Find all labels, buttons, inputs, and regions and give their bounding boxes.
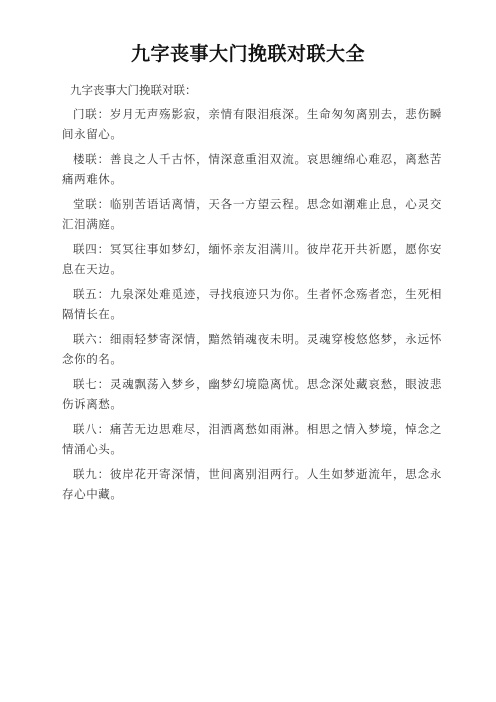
couplet-paragraph-6: 联六：细雨轻梦寄深情，黯然销魂夜未明。灵魂穿梭悠悠梦，永远怀念你的名。 xyxy=(62,332,442,366)
couplet-paragraph-5: 联五：九泉深处难觅迹，寻找痕迹只为你。生者怀念殇者恋，生死相隔情长在。 xyxy=(62,287,442,321)
couplet-paragraph-7: 联七：灵魂飘荡入梦乡，幽梦幻境隐离忧。思念深处藏哀愁，眼波悲伤诉离愁。 xyxy=(62,377,442,411)
couplet-paragraph-3: 堂联：临别苦语话离情，天各一方望云程。思念如潮难止息，心灵交汇泪满庭。 xyxy=(62,197,442,231)
document-body xyxy=(62,80,442,509)
couplet-paragraph-1: 门联：岁月无声殇影寂，亲情有限泪痕深。生命匆匆离别去，悲伤瞬间永留心。 xyxy=(62,107,442,141)
couplet-paragraph-4: 联四：冥冥往事如梦幻，缅怀亲友泪满川。彼岸花开共祈愿，愿你安息在天边。 xyxy=(62,242,442,276)
couplet-paragraph-2: 楼联：善良之人千古怀，情深意重泪双流。哀思缠绵心难忍，离愁苦痛两难休。 xyxy=(62,152,442,186)
intro-line: 九字丧事大门挽联对联： xyxy=(70,83,197,97)
document-title: 九字丧事大门挽联对联大全 xyxy=(130,43,365,65)
couplet-paragraph-8: 联八：痛苦无边思难尽，泪洒离愁如雨淋。相思之情入梦境，悼念之情涌心头。 xyxy=(62,422,442,456)
couplet-paragraph-9: 联九：彼岸花开寄深情，世间离别泪两行。人生如梦逝流年，思念永存心中藏。 xyxy=(62,467,442,501)
